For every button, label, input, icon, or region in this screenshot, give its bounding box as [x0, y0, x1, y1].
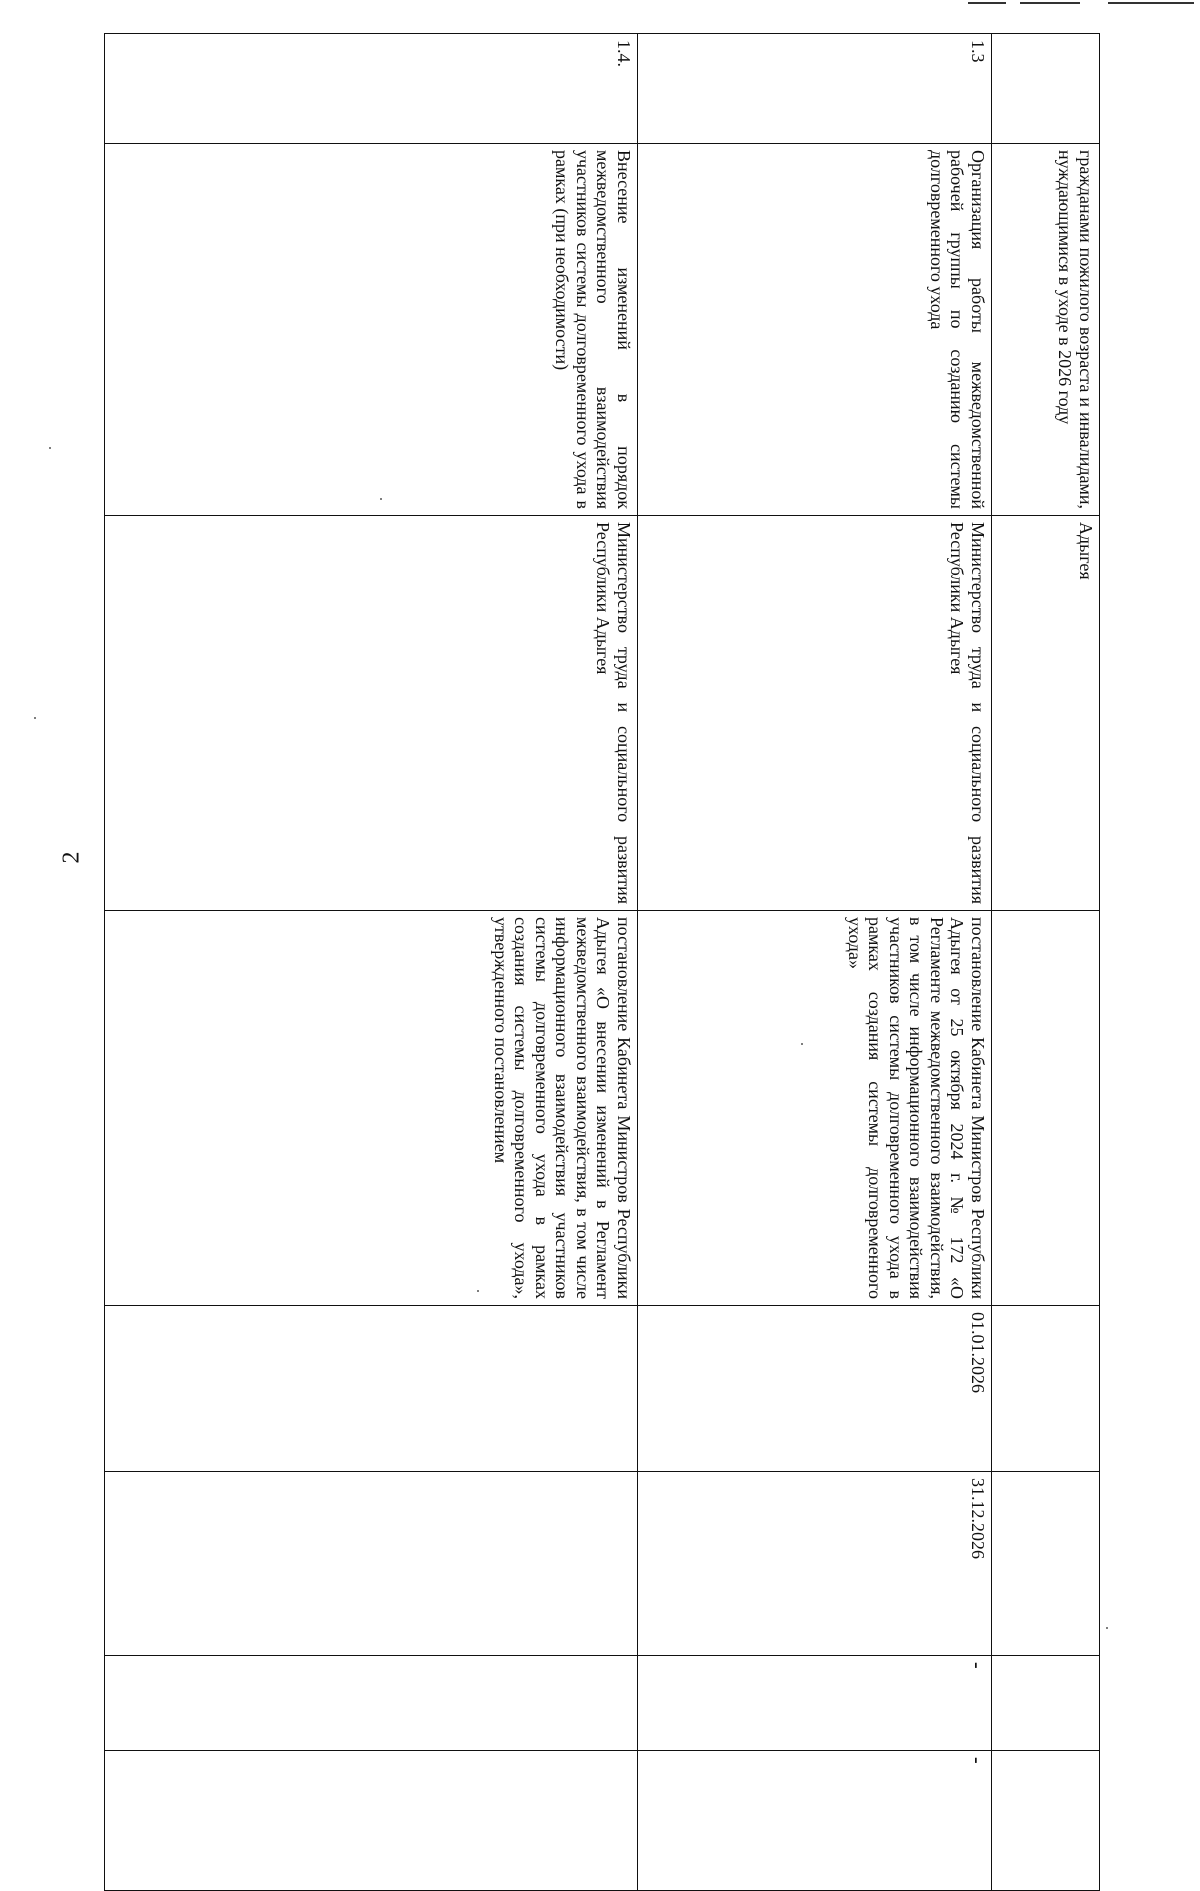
cell-executor: Министерство труда и социального развития Республики Адыгея [638, 516, 992, 911]
table-row [992, 34, 1100, 1891]
cell-end-date [992, 1472, 1100, 1656]
cell-start-date [992, 1306, 1100, 1472]
cell-measure-name: гражданами пожилого возраста и инвалидами, нуждающимися в уходе в 2026 году [992, 144, 1100, 516]
cell-start-date: 01.01.2026 [638, 1306, 992, 1472]
cell-col7 [992, 1656, 1100, 1751]
page-number: 2 [58, 851, 85, 864]
cell-col8: - [638, 1751, 992, 1891]
scan-speck [477, 1290, 479, 1292]
cell-number: 1.3 [638, 34, 992, 144]
cell-end-date: 31.12.2026 [638, 1472, 992, 1656]
cell-executor: Министерство труда и социального развития Республики Адыгея [105, 516, 638, 911]
cell-document: постановление Кабинета Министров Республики Адыгея от 25 октября 2024 г. № 172 «О Регламенте межведомственного взаимодействия, в том числе информационного взаимодействия участников системы долговременного ухода в рамках создания системы долговременного ухода» [638, 911, 992, 1306]
scan-speck [380, 498, 382, 500]
cell-executor: Адыгея [992, 516, 1100, 911]
scan-speck [49, 447, 51, 449]
rotated-table-container [104, 33, 1100, 1764]
cell-col7: - [638, 1656, 992, 1751]
cell-start-date [105, 1306, 638, 1472]
plan-table [104, 33, 1100, 1891]
cell-document [992, 911, 1100, 1306]
table-row [105, 34, 638, 1891]
cell-col8 [992, 1751, 1100, 1891]
cell-col7 [105, 1656, 638, 1751]
scan-edge-mark [968, 2, 1006, 4]
table-row [638, 34, 992, 1891]
cell-number: 1.4. [105, 34, 638, 144]
cell-measure-name: Внесение изменений в порядок межведомственного взаимодействия участников системы долговременного ухода в рамках (при необходимости) [105, 144, 638, 516]
scan-edge-mark [1108, 2, 1194, 4]
scan-edge-mark [1020, 2, 1080, 4]
cell-number [992, 34, 1100, 144]
cell-document: постановление Кабинета Министров Республики Адыгея «О внесении изменений в Регламент межведомственного взаимодействия, в том числе информационного взаимодействия участников системы долговременного ухода в рамках создания системы долговременного ухода», утвержденного постановлением [105, 911, 638, 1306]
scan-speck [1106, 1627, 1108, 1629]
scan-speck [34, 717, 36, 719]
cell-measure-name: Организация работы межведомственной рабочей группы по созданию системы долговременного ухода [638, 144, 992, 516]
cell-col8 [105, 1751, 638, 1891]
scan-speck [801, 1043, 803, 1045]
cell-end-date [105, 1472, 638, 1656]
